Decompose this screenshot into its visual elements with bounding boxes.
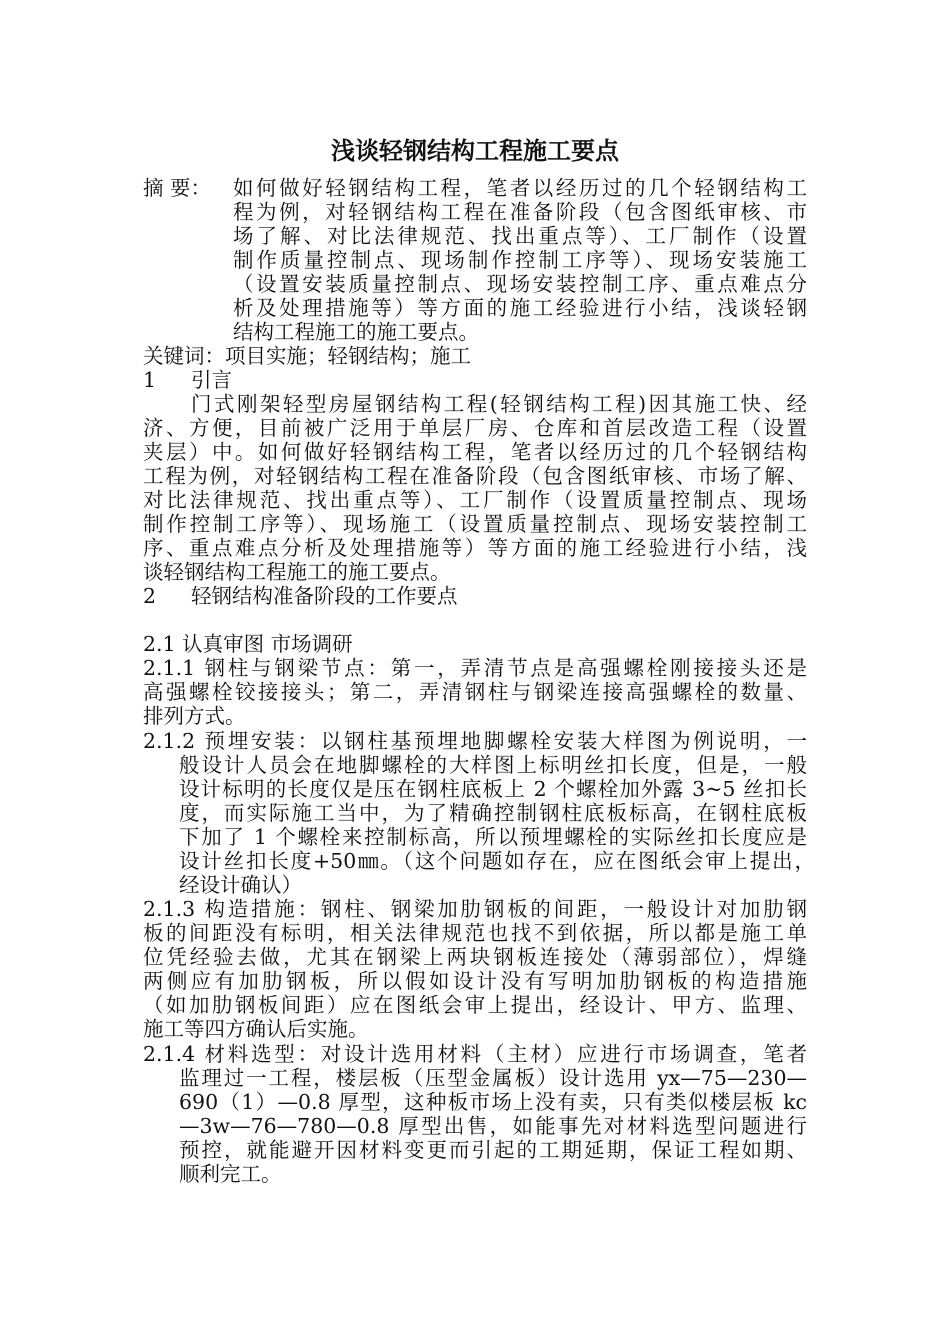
paragraph-line: 顺利完工。 bbox=[179, 1162, 282, 1186]
paragraph-line: 板的间距没有标明，相关法律规范也找不到依据，所以都是施工单 bbox=[143, 921, 807, 945]
abstract-line: 程为例，对轻钢结构工程在准备阶段（包含图纸审核、市 bbox=[233, 200, 807, 224]
section-number: 2 bbox=[143, 584, 157, 608]
section-1-heading bbox=[143, 368, 232, 392]
abstract-label: 摘 要： bbox=[143, 176, 212, 200]
paragraph-line: （如加肋钢板间距）应在图纸会审上提出，经设计、甲方、监理、 bbox=[143, 993, 807, 1017]
paragraph-line: 预控，就能避开因材料变更而引起的工期延期，保证工程如期、 bbox=[179, 1138, 807, 1162]
abstract-line: 制作质量控制点、现场制作控制工序等）、现场安装施工 bbox=[233, 248, 807, 272]
paragraph-line: 排列方式。 bbox=[143, 704, 246, 728]
intro-line: 制作控制工序等）、现场施工（设置质量控制点、现场安装控制工 bbox=[143, 512, 807, 536]
section-title: 轻钢结构准备阶段的工作要点 bbox=[191, 584, 458, 608]
paragraph-line: 2.1.4 材料选型：对设计选用材料（主材）应进行市场调查，笔者 bbox=[143, 1042, 807, 1066]
paragraph-line: 两侧应有加肋钢板，所以假如设计没有写明加肋钢板的构造措施 bbox=[143, 969, 807, 993]
intro-line: 济、方便，目前被广泛用于单层厂房、仓库和首层改造工程（设置 bbox=[143, 416, 807, 440]
paragraph-line: 经设计确认） bbox=[179, 873, 302, 897]
abstract-line: （设置安装质量控制点、现场安装控制工序、重点难点分 bbox=[233, 272, 807, 296]
abstract-line: 如何做好轻钢结构工程，笔者以经历过的几个轻钢结构工 bbox=[233, 176, 807, 200]
intro-line: 工程为例，对轻钢结构工程在准备阶段（包含图纸审核、市场了解、 bbox=[143, 464, 807, 488]
paragraph-line: 下加了 1 个螺栓来控制标高，所以预埋螺栓的实际丝扣长度应是 bbox=[179, 825, 807, 849]
intro-line: 门式刚架轻型房屋钢结构工程(轻钢结构工程)因其施工快、经 bbox=[191, 392, 807, 416]
section-2-heading bbox=[143, 584, 458, 608]
intro-line: 夹层）中。如何做好轻钢结构工程，笔者以经历过的几个轻钢结构 bbox=[143, 440, 807, 464]
paragraph-line: 设计标明的长度仅是压在钢柱底板上 2 个螺栓加外露 3~5 丝扣长 bbox=[179, 777, 807, 801]
intro-line: 序、重点难点分析及处理措施等）等方面的施工经验进行小结，浅 bbox=[143, 536, 807, 560]
paragraph-line: 位凭经验去做，尤其在钢梁上两块钢板连接处（薄弱部位），焊缝 bbox=[143, 945, 807, 969]
paragraph-line: 般设计人员会在地脚螺栓的大样图上标明丝扣长度，但是，一般 bbox=[179, 753, 807, 777]
paragraph-line: 施工等四方确认后实施。 bbox=[143, 1017, 369, 1041]
intro-line: 对比法律规范、找出重点等）、工厂制作（设置质量控制点、现场 bbox=[143, 488, 807, 512]
document-title: 浅谈轻钢结构工程施工要点 bbox=[331, 137, 619, 165]
paragraph-line: 监理过一工程，楼层板（压型金属板）设计选用 yx—75—230— bbox=[179, 1066, 807, 1090]
paragraph-line: —3w—76—780—0.8 厚型出售，如能事先对材料选型问题进行 bbox=[179, 1114, 807, 1138]
paragraph-line: 高强螺栓铰接接头；第二，弄清钢柱与钢梁连接高强螺栓的数量、 bbox=[143, 680, 807, 704]
section-number: 1 bbox=[143, 368, 157, 392]
paragraph-line: 设计丝扣长度+50㎜。（这个问题如存在，应在图纸会审上提出， bbox=[179, 849, 815, 873]
abstract-line: 析及处理措施等）等方面的施工经验进行小结，浅谈轻钢 bbox=[233, 296, 807, 320]
paragraph-line: 2.1.1 钢柱与钢梁节点：第一，弄清节点是高强螺栓刚接接头还是 bbox=[143, 656, 807, 680]
section-title: 引言 bbox=[191, 368, 232, 392]
paragraph-line: 690（1）—0.8 厚型，这种板市场上没有卖，只有类似楼层板 kc bbox=[179, 1090, 807, 1114]
paragraph-line: 2.1.3 构造措施：钢柱、钢梁加肋钢板的间距，一般设计对加肋钢 bbox=[143, 897, 807, 921]
subsection-2-1-heading: 2.1 认真审图 市场调研 bbox=[143, 632, 353, 656]
paragraph-line: 2.1.2 预埋安装：以钢柱基预埋地脚螺栓安装大样图为例说明，一 bbox=[143, 729, 807, 753]
intro-line: 谈轻钢结构工程施工的施工要点。 bbox=[143, 560, 451, 584]
abstract-line: 结构工程施工的施工要点。 bbox=[233, 320, 479, 344]
abstract-line: 场了解、对比法律规范、找出重点等）、工厂制作（设置 bbox=[233, 224, 807, 248]
paragraph-line: 度，而实际施工当中，为了精确控制钢柱底板标高，在钢柱底板 bbox=[179, 801, 807, 825]
keywords: 关键词：项目实施；轻钢结构；施工 bbox=[143, 344, 471, 368]
